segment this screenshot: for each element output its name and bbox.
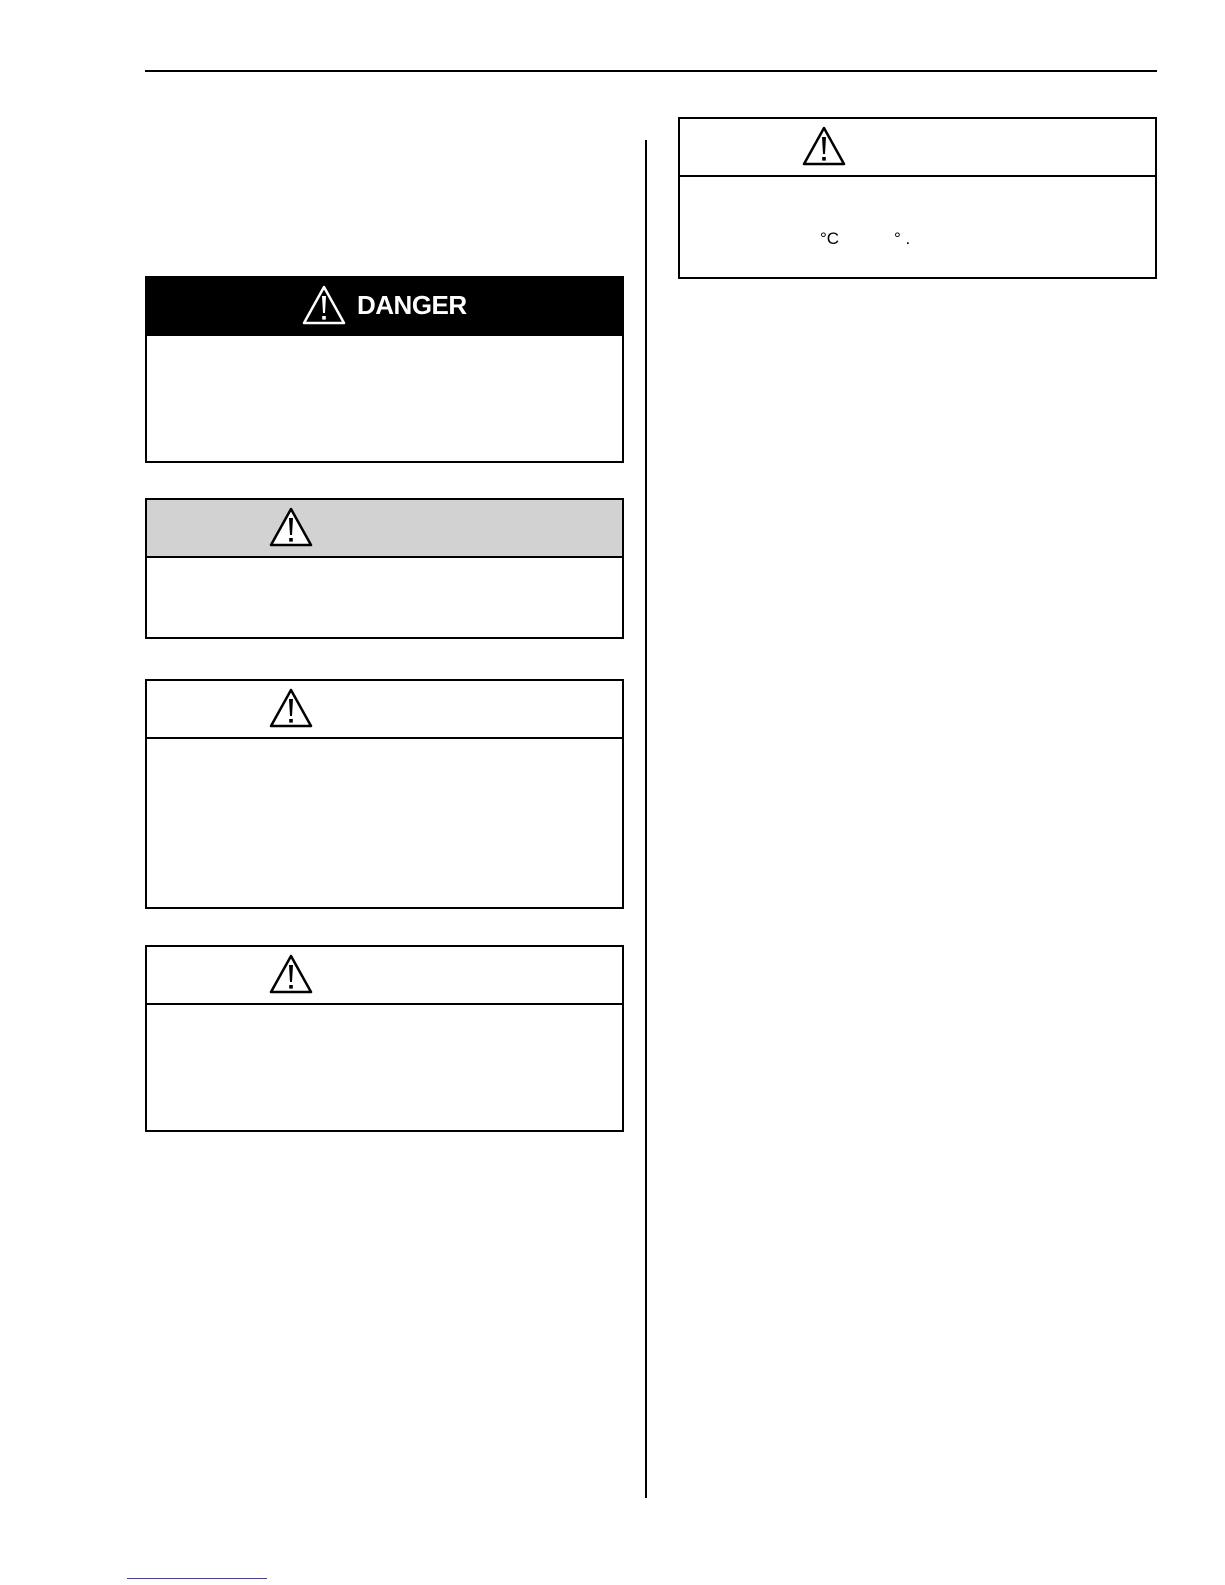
caution-header-right bbox=[680, 119, 1155, 177]
caution-header-2 bbox=[147, 947, 622, 1005]
danger-header bbox=[147, 278, 622, 336]
temperature-tail: ° . bbox=[894, 229, 911, 248]
warning-triangle-icon bbox=[801, 124, 847, 168]
footer-link-underline[interactable] bbox=[127, 1578, 267, 1579]
warning-header bbox=[147, 500, 622, 558]
warning-triangle-icon bbox=[268, 505, 314, 549]
caution-box-right bbox=[678, 117, 1157, 279]
warning-triangle-icon bbox=[268, 686, 314, 730]
temperature-unit: °C bbox=[820, 229, 840, 248]
caution-box-1 bbox=[145, 679, 624, 909]
danger-signal-word: DANGER bbox=[357, 290, 467, 320]
warning-box bbox=[145, 498, 624, 639]
column-divider bbox=[645, 140, 647, 1498]
danger-box bbox=[145, 276, 624, 463]
warning-triangle-icon bbox=[268, 952, 314, 996]
caution-box-2 bbox=[145, 945, 624, 1132]
header-rule bbox=[145, 70, 1157, 72]
warning-triangle-icon bbox=[301, 283, 347, 327]
caution-header-1 bbox=[147, 681, 622, 739]
